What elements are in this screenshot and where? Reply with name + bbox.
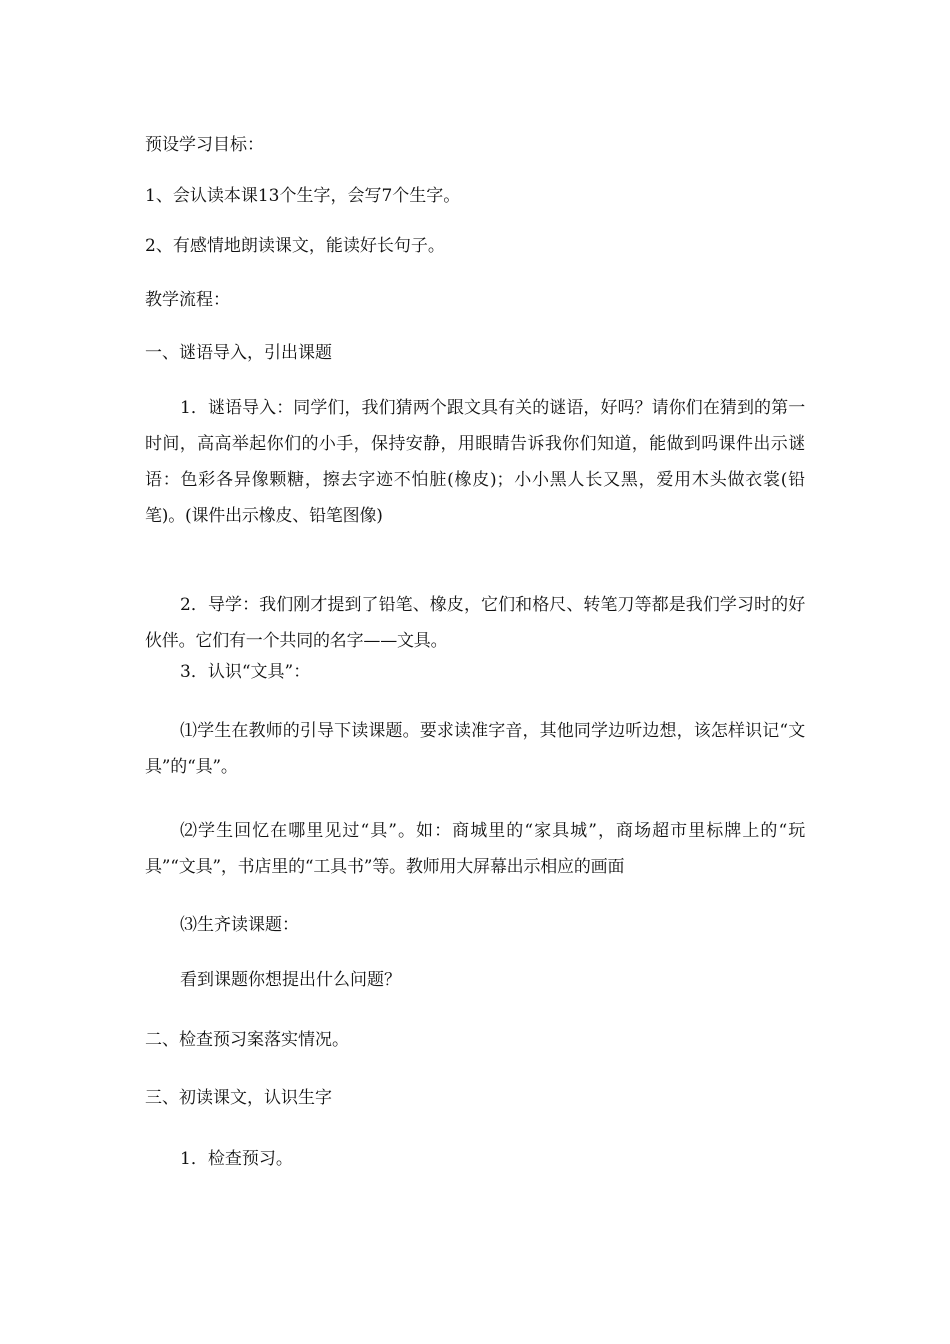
flow-heading: 教学流程： (145, 290, 230, 310)
objectives-heading: 预设学习目标： (145, 135, 264, 155)
sub-item-2-paragraph: ⑵学生回忆在哪里见过“具”。如：商城里的“家具城”，商场超市里标牌上的“玩具”“文具”，书店里的“工具书”等。教师用大屏幕出示相应的画面 (145, 821, 805, 877)
section-1-step-2-paragraph: 2．导学：我们刚才提到了铅笔、橡皮，它们和格尺、转笔刀等都是我们学习时的好伙伴。它们有一个共同的名字——文具。 (145, 595, 805, 651)
section-1-step-1-paragraph: 1．谜语导入：同学们，我们猜两个跟文具有关的谜语，好吗？请你们在猜到的第一时间，高高举起你们的小手，保持安静，用眼睛告诉我你们知道，能做到吗课件出示谜语：色彩各异像颗糖，擦去字迹不怕脏(橡皮)；小小黑人长又黑，爱用木头做衣裳(铅笔)。(课件出示橡皮、铅笔图像) (145, 398, 805, 526)
section-2-title: 二、检查预习案落实情况。 (145, 1030, 349, 1050)
question-line: 看到课题你想提出什么问题？ (180, 970, 401, 990)
section-3-step-1: 1．检查预习。 (180, 1149, 293, 1169)
sub-item-3: ⑶生齐读课题： (180, 915, 299, 935)
section-1-title: 一、谜语导入，引出课题 (145, 343, 332, 363)
objective-item-2: 2、有感情地朗读课文，能读好长句子。 (145, 236, 445, 256)
sub-item-1-paragraph: ⑴学生在教师的引导下读课题。要求读准字音，其他同学边听边想，该怎样识记“文具”的“具”。 (145, 721, 805, 777)
objective-item-1: 1、会认读本课13个生字，会写7个生字。 (145, 186, 461, 206)
section-3-title: 三、初读课文，认识生字 (145, 1088, 332, 1108)
section-1-step-3: 3．认识“文具”： (180, 662, 311, 682)
